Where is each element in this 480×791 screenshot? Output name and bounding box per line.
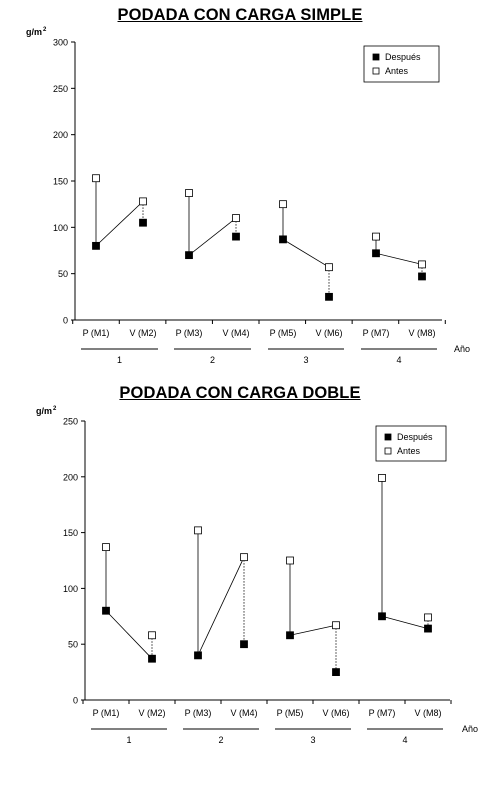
chart2-point-despues: [333, 669, 340, 676]
chart2-y-tick-label: 0: [72, 695, 78, 706]
chart1-group-label: 4: [396, 355, 402, 365]
chart2-point-antes: [333, 622, 340, 629]
chart2-y-tick-label: 250: [62, 416, 78, 427]
chart1-x-tick-label: V (M6): [315, 328, 343, 338]
chart2-point-antes: [425, 614, 432, 621]
chart2-x-tick-label: P (M7): [368, 708, 396, 718]
chart2-group-label: 2: [218, 735, 224, 745]
chart2-y-tick-label: 200: [62, 472, 78, 483]
chart1-y-tick-label: 100: [52, 222, 68, 233]
chart1-y-axis-label-sup: 2: [43, 27, 47, 33]
chart2-point-antes: [103, 544, 110, 551]
chart2-x-tick-label: V (M6): [322, 708, 350, 718]
chart1-y-tick-label: 150: [52, 176, 68, 187]
chart2-group-label: 1: [126, 735, 132, 745]
chart2-legend-label-despues: Después: [397, 432, 433, 442]
chart2-x-tick-label: V (M4): [230, 708, 258, 718]
chart2-x-tick-label: P (M5): [276, 708, 304, 718]
chart2-point-despues: [241, 641, 248, 648]
chart2-legend-marker-despues: [385, 434, 391, 440]
chart2-y-axis-label-sup: 2: [53, 406, 57, 412]
chart2-x-tick-label: V (M2): [138, 708, 166, 718]
chart1-y-tick-label: 200: [52, 130, 68, 141]
chart2-group-label: 4: [402, 735, 408, 745]
chart2-x-tick-label: V (M8): [414, 708, 442, 718]
chart2-point-despues: [379, 613, 386, 620]
chart2-point-despues: [103, 607, 110, 614]
chart1-x-tick-label: V (M8): [408, 328, 436, 338]
chart2-connector-diagonal: [106, 611, 152, 659]
chart2-x-axis-label: Año: [461, 724, 479, 734]
chart2-connector-diagonal: [290, 625, 336, 635]
chart2-x-tick-label: P (M3): [184, 708, 212, 718]
chart1-x-tick-label: P (M3): [175, 328, 203, 338]
chart2-connector-diagonal: [198, 557, 244, 655]
chart1-y-axis-label: g/m: [26, 27, 43, 37]
chart1-y-tick-label: 50: [57, 269, 68, 280]
chart2-y-tick-label: 50: [67, 639, 78, 650]
chart1-group-label: 3: [303, 355, 309, 365]
chart1-x-tick-label: P (M5): [269, 328, 297, 338]
chart2-title: PODADA CON CARGA DOBLE: [119, 384, 361, 402]
chart2-point-antes: [149, 632, 156, 639]
chart2-group-label: 3: [310, 735, 316, 745]
chart2-point-despues: [195, 652, 202, 659]
chart1-x-tick-label: P (M1): [82, 328, 110, 338]
chart2-point-despues: [425, 625, 432, 632]
chart2-point-antes: [241, 554, 248, 561]
chart2-point-antes: [379, 474, 386, 481]
chart1-x-axis-label: Año: [453, 344, 471, 354]
chart2-y-tick-label: 100: [62, 583, 78, 594]
chart1-title: PODADA CON CARGA SIMPLE: [117, 6, 363, 24]
chart1-y-tick-label: 250: [52, 83, 68, 94]
chart2-y-axis-label: g/m: [36, 406, 53, 416]
chart1-y-tick-label: 0: [62, 315, 68, 326]
chart2-y-tick-label: 150: [62, 528, 78, 539]
chart2-legend-label-antes: Antes: [397, 446, 421, 456]
chart2-x-tick-label: P (M1): [92, 708, 120, 718]
chart1-x-tick-label: V (M2): [129, 328, 157, 338]
chart1-group-label: 2: [209, 355, 216, 365]
chart2-point-antes: [287, 557, 294, 564]
chart1-group-label: 1: [116, 355, 123, 365]
chart1-y-tick-label: 300: [52, 37, 68, 48]
chart2-point-antes: [195, 527, 202, 534]
chart2-point-despues: [287, 632, 294, 639]
chart1-legend-label-antes: Antes: [385, 66, 409, 76]
chart2-point-despues: [149, 655, 156, 662]
chart2-connector-diagonal: [382, 616, 428, 628]
chart1-x-tick-label: P (M7): [362, 328, 390, 338]
chart1-legend-label-despues: Después: [385, 52, 421, 62]
chart1-x-tick-label: V (M4): [222, 328, 250, 338]
chart2-legend-marker-antes: [385, 448, 391, 454]
